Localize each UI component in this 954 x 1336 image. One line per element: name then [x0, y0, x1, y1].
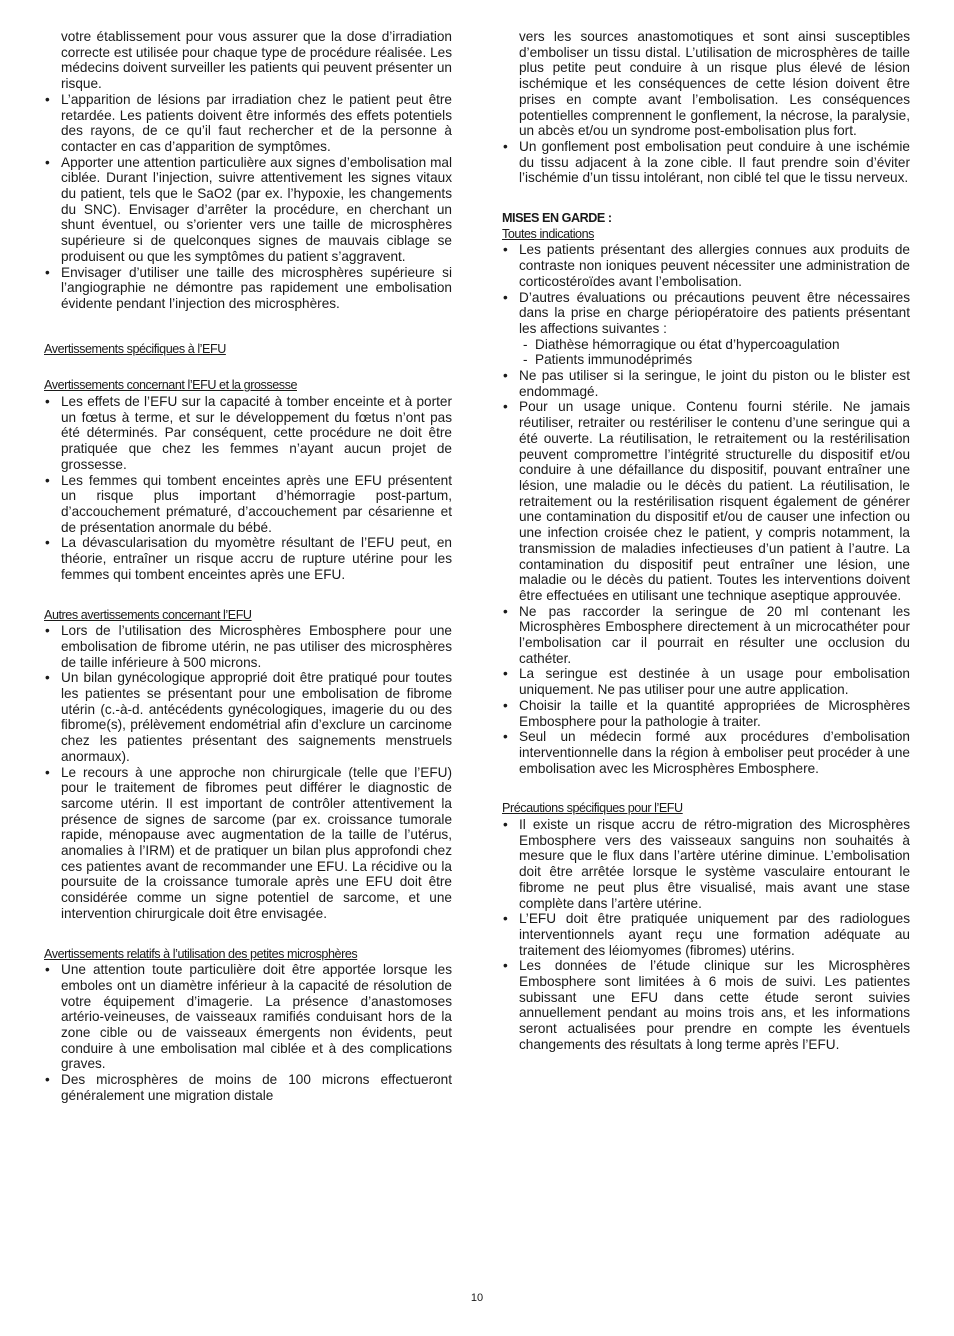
list-item: • Il existe un risque accru de rétro-migration des Microsphères Embosphere vers des vaisseaux sanguins non souhaités à mesure que le flux dans l’artère utérine diminue. L’embolisation doit être arrêtée lorsque le système vasculaire entourant le fibrome ne peut plus être visualisé, mais avant une stase complète dans l’artère utérine. — [502, 817, 910, 911]
list-item: • Lors de l’utilisation des Microsphères Embosphere pour une embolisation de fibrome utérin, ne pas utiliser des microsphères de taille inférieure à 500 microns. — [44, 623, 452, 670]
bullet-list — [502, 242, 910, 336]
left-column — [44, 29, 452, 1104]
section-heading: Autres avertissements concernant l’EFU — [44, 607, 252, 622]
list-item — [502, 290, 910, 337]
list-item: • Choisir la taille et la quantité appropriées de Microsphères Embosphere pour la pathologie à traiter. — [502, 698, 910, 729]
list-item: • Apporter une attention particulière aux signes d’embolisation mal ciblée. Durant l’injection, suivre attentivement les signes vitaux du patient, tels que le SaO2 (par ex. l’hypoxie, les changements du SNC). Envisager d’arrêter la procédure, en cherchant un shunt éventuel, ou s’orienter vers une taille de microsphères supérieure si de quelconques signes de mauvais ciblage se produisent ou que les symptômes du patient s’aggravent. — [44, 155, 452, 265]
list-item: • Le recours à une approche non chirurgicale (telle que l’EFU) pour le traitement de fibromes peut différer le diagnostic de sarcome utérin. Il est important de contrôler attentivement la présence de signes de sarcome (par ex. croissance tumorale rapide, ménopause avec augmentation de la taille de l’utérus, anomalies à l’IRM) et de pratiquer un bilan plus approfondi chez ces patientes avant de recommander une EFU. La récidive ou la poursuite de la croissance tumorale après une EFU doit être considérée comme un signe potentiel de sarcome, et une intervention chirurgicale doit être envisagée. — [44, 765, 452, 922]
section-heading: Avertissements concernant l’EFU et la grossesse — [44, 378, 297, 393]
list-item: • L’apparition de lésions par irradiation chez le patient peut être retardée. Les patients doivent être informés des effets potentiels des rayons, de ce qu’il faut rechercher et de la personne à contacter en cas d’apparition de symptômes. — [44, 92, 452, 155]
list-item: • La dévascularisation du myomètre résultant de l’EFU peut, en théorie, entraîner un risque accru de rupture utérine pour les femmes qui tombent enceintes après une EFU. — [44, 535, 452, 582]
section-heading: Précautions spécifiques pour l’EFU — [502, 801, 683, 816]
sub-list-item: - Diathèse hémorragique ou état d’hypercoagulation — [519, 337, 910, 353]
list-item: • L’EFU doit être pratiquée uniquement par des radiologues interventionnels ayant reçu une formation adéquate au traitement des léiomyomes (fibromes) utérins. — [502, 911, 910, 958]
page-number: 10 — [470, 1292, 484, 1304]
sub-list-item: - Patients immunodéprimés — [519, 352, 910, 368]
right-column — [502, 29, 910, 1053]
list-item: • Les données de l’étude clinique sur les Microsphères Embosphere sont limitées à 6 mois de suivi. Les patientes subissant une EFU dans cette étude seront suivies annuellement pendant au moins trois ans, et les informations seront actualisées pour prendre en compte les éventuels changements des résultats à long terme après l’EFU. — [502, 958, 910, 1052]
list-item: • Un gonflement post embolisation peut conduire à une ischémie du tissu adjacent à la zone cible. Il faut prendre soin d’éviter l’ischémie d’un tissu intolérant, non ciblé tel que le tissu nerveux. — [502, 139, 910, 186]
section-heading: Avertissements spécifiques à l’EFU — [44, 341, 226, 356]
list-item: • Les effets de l’EFU sur la capacité à tomber enceinte et à porter un fœtus à terme, et sur le développement du fœtus n’ont pas été déterminés. Par conséquent, cette procédure ne doit être pratiquée que chez les femmes n’ayant aucun projet de grossesse. — [44, 394, 452, 473]
list-item: • La seringue est destinée à un usage pour embolisation uniquement. Ne pas utiliser pour une autre application. — [502, 666, 910, 697]
section-heading: Avertissements relatifs à l’utilisation des petites microsphères — [44, 946, 358, 961]
list-item-text: D’autres évaluations ou précautions peuvent être nécessaires dans la prise en charge périopératoire des patients présentant les affections suivantes : — [519, 289, 910, 336]
bullet-list — [44, 623, 452, 921]
bullet-list — [44, 394, 452, 582]
paragraph: vers les sources anastomotiques et sont ainsi susceptibles d’emboliser un tissu distal. L’utilisation de microsphères de taille plus petite peut conduire à un risque plus élevé de lésion ischémique et les conséquences de cette lésion doivent être prises en compte avant l’embolisation. Les conséquences potentielles comprennent le gonflement, la nécrose, la paralysie, un abcès et/ou un syndrome post-embolisation plus fort. — [519, 29, 910, 139]
list-item: • Pour un usage unique. Contenu fourni stérile. Ne jamais réutiliser, retraiter ou restériliser le contenu d’une seringue qui a été ouverte. La réutilisation, le retraitement ou la restérilisation peuvent compromettre l’intégrité structurelle du dispositif et/ou conduire à une défaillance du dispositif, pouvant entraîner une lésion, une maladie ou le décès du patient. La réutilisation, le retraitement ou la restérilisation risquent également de générer une contamination du dispositif et/ou de causer une infection ou une infection croisée chez le patient, y compris notamment, la transmission de maladies infectieuses d’un patient à l’autre. La contamination du dispositif peut entraîner une lésion, une maladie ou le décès du patient. Toutes les interventions doivent être effectuées en utilisant une technique aseptique approuvée. — [502, 399, 910, 603]
bullet-list — [44, 92, 452, 312]
section-heading: Toutes indications — [502, 226, 595, 241]
list-item: • Des microsphères de moins de 100 microns effectueront généralement une migration distale — [44, 1072, 452, 1103]
list-item: • Envisager d’utiliser une taille des microsphères supérieure si l’angiographie ne démontre pas rapidement une embolisation évidente pendant l’injection des microsphères. — [44, 265, 452, 312]
paragraph: votre établissement pour vous assurer que la dose d’irradiation correcte est utilisée pour chaque type de procédure réalisée. Les médecins doivent surveiller les patients qui peuvent présenter un risque. — [61, 29, 452, 92]
list-item: • Un bilan gynécologique approprié doit être pratiqué pour toutes les patientes se présentant pour une embolisation de fibrome utérin (c.-à-d. antécédents gynécologiques, imagerie du ou des fibrome(s), prélèvement endométrial afin d’exclure un carcinome chez les patientes présentant des saignements menstruels anormaux). — [44, 670, 452, 764]
list-item: • Seul un médecin formé aux procédures d’embolisation interventionnelle dans la région à emboliser peut procéder à une embolisation avec les Microsphères Embosphere. — [502, 729, 910, 776]
list-item: • Les patients présentant des allergies connues aux produits de contraste non ioniques peuvent nécessiter une administration de corticostéroïdes avant l’embolisation. — [502, 242, 910, 289]
list-item: • Une attention toute particulière doit être apportée lorsque les emboles ont un diamètre inférieur à la capacité de résolution de votre équipement d’imagerie. La présence d’anastomoses artério-veineuses, de vaisseaux ramifiés conduisant hors de la zone cible ou de vaisseaux émergents non évidents, peut conduire à une embolisation mal ciblée et à des complications graves. — [44, 962, 452, 1072]
bullet-list — [502, 139, 910, 186]
sub-list — [502, 337, 910, 368]
list-item: • Les femmes qui tombent enceintes après une EFU présentent un risque plus important d’hémorragie post-partum, d’accouchement prématuré, d’accouchement par césarienne et de présentation anormale du bébé. — [44, 473, 452, 536]
bullet-list — [44, 962, 452, 1103]
warnings-heading: MISES EN GARDE : — [502, 211, 612, 226]
list-item: • Ne pas utiliser si la seringue, le joint du piston ou le blister est endommagé. — [502, 368, 910, 399]
bullet-list — [502, 368, 910, 776]
list-item: • Ne pas raccorder la seringue de 20 ml contenant les Microsphères Embosphere directement à un microcathéter pour l’embolisation car il pourrait en résulter une occlusion du cathéter. — [502, 604, 910, 667]
bullet-list — [502, 817, 910, 1053]
